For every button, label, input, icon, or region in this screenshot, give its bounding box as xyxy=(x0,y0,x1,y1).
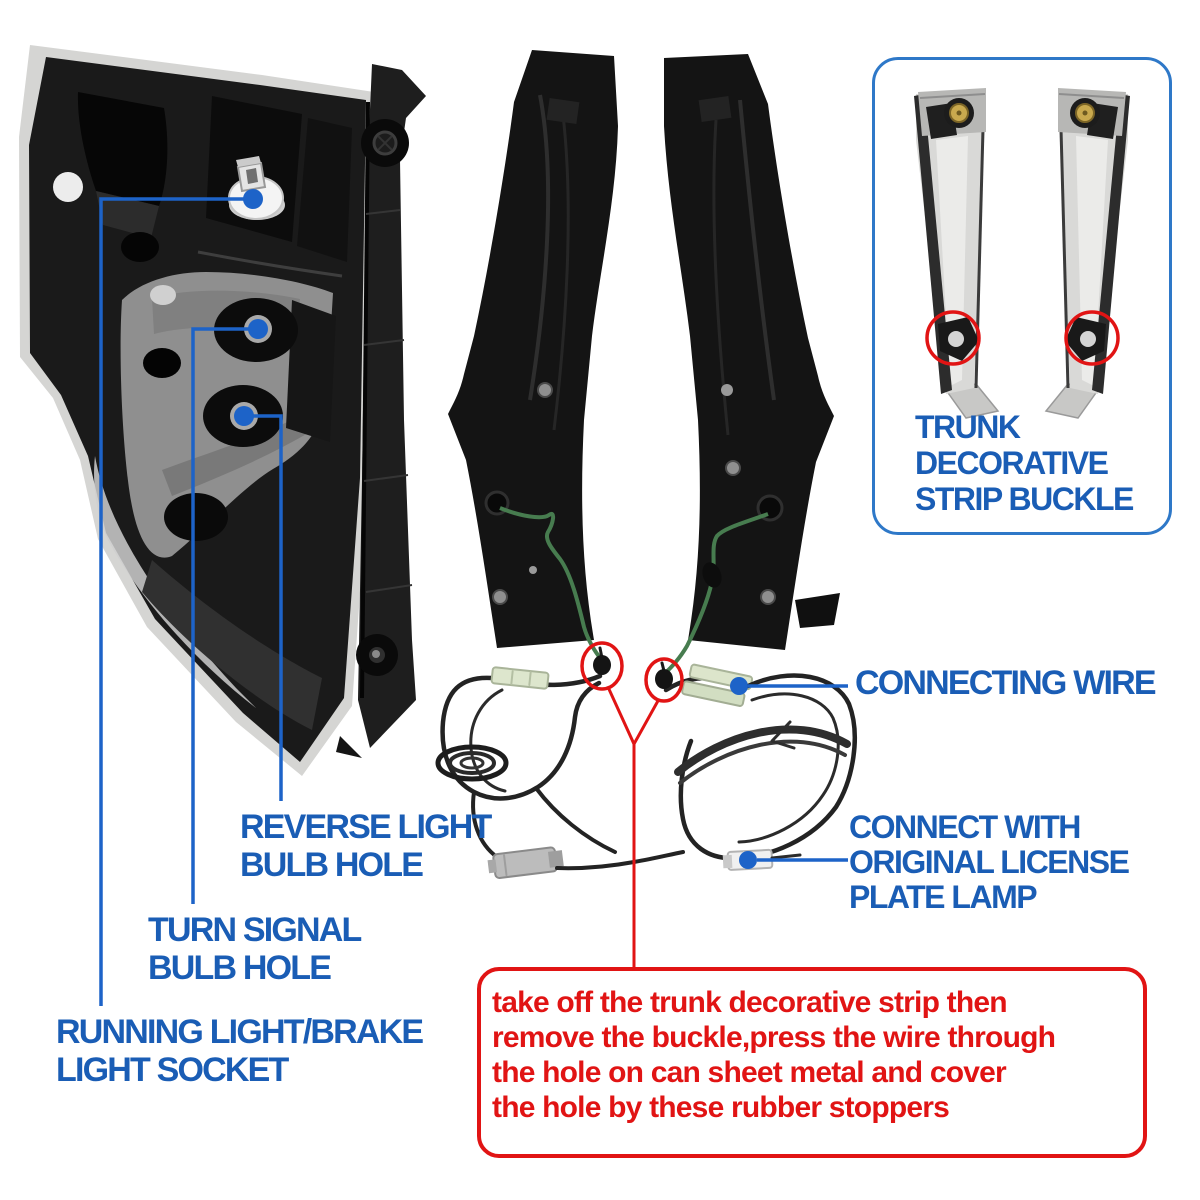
label-line: ORIGINAL LICENSE xyxy=(849,844,1129,880)
note-line: the hole on can sheet metal and cover xyxy=(492,1056,1006,1089)
label-reverse-light-bulb-hole xyxy=(240,808,491,884)
callout-dot-connecting-wire xyxy=(730,677,748,695)
trunk-strip-left-photo xyxy=(448,50,618,659)
label-line: DECORATIVE xyxy=(915,445,1108,481)
label-line: PLATE LAMP xyxy=(849,879,1037,915)
label-line: REVERSE LIGHT xyxy=(240,808,491,846)
label-connecting-wire xyxy=(855,664,1155,702)
tail-light-housing-photo xyxy=(19,45,426,776)
label-line: TRUNK xyxy=(915,409,1020,445)
note-line: remove the buckle,press the wire through xyxy=(492,1021,1056,1054)
callout-dot-running-light-socket xyxy=(243,189,263,209)
instruction-note-text xyxy=(492,985,1055,1125)
harness-plug-connector xyxy=(487,846,564,879)
note-line: the hole by these rubber stoppers xyxy=(492,1091,950,1124)
callout-dot-license-lamp xyxy=(739,851,757,869)
callout-dot-reverse-light xyxy=(234,406,254,426)
label-line: RUNNING LIGHT/BRAKE xyxy=(56,1013,423,1051)
label-line: BULB HOLE xyxy=(148,949,331,987)
label-trunk-strip-buckle xyxy=(915,409,1133,517)
trunk-strip-right-photo xyxy=(664,54,840,673)
label-turn-signal-bulb-hole xyxy=(148,911,361,987)
note-line: take off the trunk decorative strip then xyxy=(492,986,1007,1019)
screw-hole-cover xyxy=(53,172,83,202)
label-line: STRIP BUCKLE xyxy=(915,481,1133,517)
callout-dot-turn-signal xyxy=(248,319,268,339)
label-line: LIGHT SOCKET xyxy=(56,1051,288,1089)
inline-connector-left xyxy=(491,667,548,689)
label-running-light-socket xyxy=(56,1013,422,1089)
wire-coil xyxy=(438,747,506,779)
label-license-plate-lamp xyxy=(849,810,1128,915)
label-line: BULB HOLE xyxy=(240,846,423,884)
label-line: CONNECTING WIRE xyxy=(855,664,1155,702)
label-line: CONNECT WITH xyxy=(849,809,1080,845)
label-line: TURN SIGNAL xyxy=(148,911,361,949)
